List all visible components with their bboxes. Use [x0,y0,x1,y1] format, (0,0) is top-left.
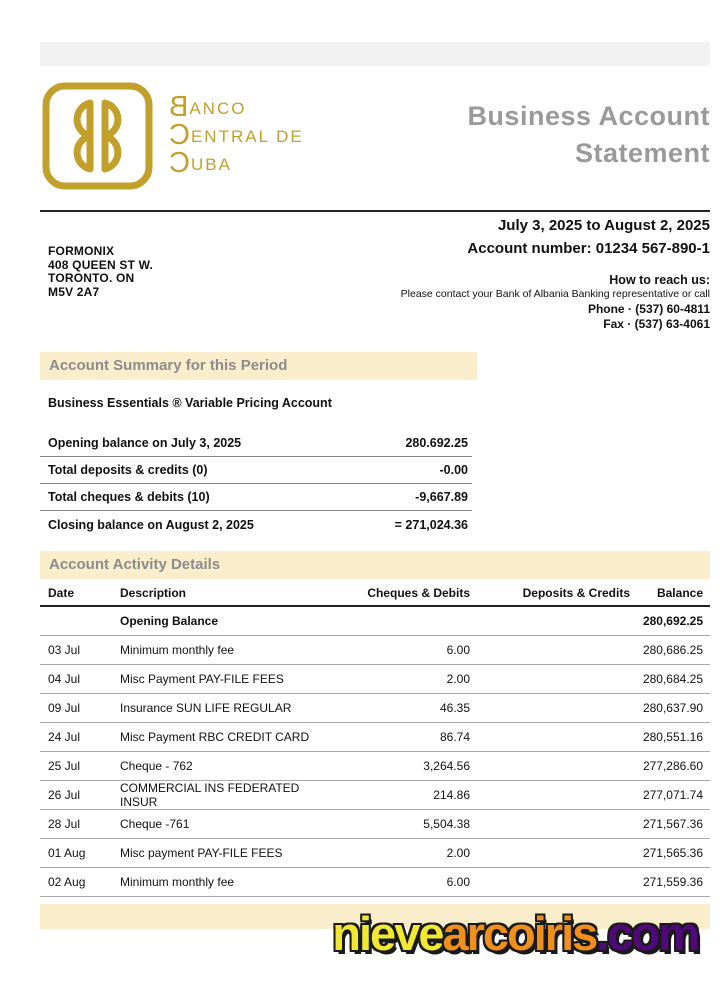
bank-name-line-3: CUBA [167,147,232,179]
product-name: Business Essentials ® Variable Pricing Account [48,396,332,410]
watermark-part-com: .com [596,907,698,960]
cell-balance: 280,684.25 [642,672,703,686]
cell-description: Misc Payment PAY-FILE FEES [120,672,284,686]
contact-note: Please contact your Bank of Albania Banking representative or call [400,288,710,300]
account-activity-section-header: Account Activity Details [40,551,710,579]
recipient-address-line1: 408 QUEEN ST W. [48,257,154,272]
summary-row [40,511,472,538]
transaction-row [40,868,710,897]
cell-date: 26 Jul [48,788,81,802]
column-header-balance: Balance [656,585,703,600]
activity-table-body [40,607,710,897]
account-summary-table [40,430,472,538]
top-gray-bar [40,42,710,66]
cell-description: Misc payment PAY-FILE FEES [120,846,283,860]
transaction-row [40,636,710,665]
statement-title [467,80,710,197]
summary-row-value: = 271,024.36 [394,517,468,532]
account-activity-table [40,580,710,897]
phone-number: Phone · (537) 60-4811 [587,302,710,316]
transaction-row [40,839,710,868]
recipient-address-line2: TORONTO. ON [48,271,135,285]
cell-balance: 280,692.25 [642,614,703,628]
how-to-reach-us-heading: How to reach us: [609,273,710,287]
bank-logo [40,80,304,197]
cell-date: 25 Jul [48,759,81,773]
bank-name-line-1: BANCO [167,91,247,123]
summary-row-label: Closing balance on August 2, 2025 [48,517,254,532]
opening-balance-row [40,607,710,636]
cell-date: 24 Jul [48,730,81,744]
cell-balance: 271,567.36 [642,817,703,831]
watermark-part-nieve: nieve [332,907,443,960]
header-divider-line [40,210,710,212]
cell-cheques-debits: 86.74 [439,730,470,744]
cell-description: Opening Balance [120,614,219,628]
activity-table-header [40,580,710,607]
statement-title-line1: Business Account [467,101,710,131]
cell-balance: 280,551.16 [642,730,703,744]
account-info-block [40,240,710,332]
summary-row-label: Opening balance on July 3, 2025 [48,436,242,450]
summary-row-value: -9,667.89 [415,490,468,504]
cell-balance: 271,559.36 [642,875,703,889]
account-summary-section-header: Account Summary for this Period [40,352,477,380]
transaction-row [40,694,710,723]
cell-cheques-debits: 6.00 [446,875,470,889]
recipient-name: FORMONIX [48,244,115,258]
cell-date: 02 Aug [48,875,86,889]
statement-period: July 3, 2025 to August 2, 2025 [497,217,710,234]
statement-title-line2: Statement [574,138,710,168]
cell-cheques-debits: 214.86 [433,788,470,802]
transaction-row [40,665,710,694]
cell-cheques-debits: 5,504.38 [423,817,470,831]
cell-date: 01 Aug [48,846,86,860]
cell-balance: 277,071.74 [642,788,703,802]
cell-description: Misc Payment RBC CREDIT CARD [120,730,310,744]
site-watermark [332,906,698,961]
account-number: Account number: 01234 567-890-1 [467,240,710,257]
cell-cheques-debits: 6.00 [446,643,470,657]
cell-cheques-debits: 2.00 [446,846,470,860]
transaction-row [40,752,710,781]
cell-description: Minimum monthly fee [120,875,235,889]
cell-date: 03 Jul [48,643,81,657]
summary-row-label: Total cheques & debits (10) [48,490,210,504]
cell-description: Cheque -761 [120,817,190,831]
transaction-row [40,781,710,810]
statement-header [40,80,710,197]
cell-balance: 271,565.36 [642,846,703,860]
cell-date: 09 Jul [48,701,81,715]
cell-cheques-debits: 3,264.56 [423,759,470,773]
summary-row-value: 280.692.25 [405,436,468,450]
cell-description: Insurance SUN LIFE REGULAR [120,701,292,715]
transaction-row [40,723,710,752]
column-header-deposits-credits: Deposits & Credits [522,585,630,600]
column-header-description: Description [120,585,187,600]
cell-description: Minimum monthly fee [120,643,235,657]
column-header-cheques-debits: Cheques & Debits [367,585,470,600]
cell-date: 28 Jul [48,817,81,831]
summary-row [40,457,472,484]
transaction-row [40,810,710,839]
cell-balance: 280,637.90 [642,701,703,715]
recipient-address-line3: M5V 2A7 [48,284,100,299]
summary-row [40,484,472,511]
cell-description: COMMERCIAL INS FEDERATED INSUR [120,781,300,809]
cell-description: Cheque - 762 [120,759,193,773]
cell-balance: 277,286.60 [642,759,703,773]
bank-name-line-2: CENTRAL DE [167,119,304,151]
bank-emblem-icon [40,80,155,197]
cell-cheques-debits: 46.35 [439,701,470,715]
column-header-date: Date [48,585,75,600]
summary-row [40,430,472,457]
fax-number: Fax · (537) 63-4061 [603,317,710,331]
cell-balance: 280,686.25 [642,643,703,657]
cell-date: 04 Jul [48,672,81,686]
summary-row-label: Total deposits & credits (0) [48,463,208,477]
bank-name-wordmark [167,80,304,197]
summary-row-value: -0.00 [439,463,468,477]
cell-cheques-debits: 2.00 [446,672,470,686]
watermark-part-arcoiris: arcoiris [442,907,597,960]
